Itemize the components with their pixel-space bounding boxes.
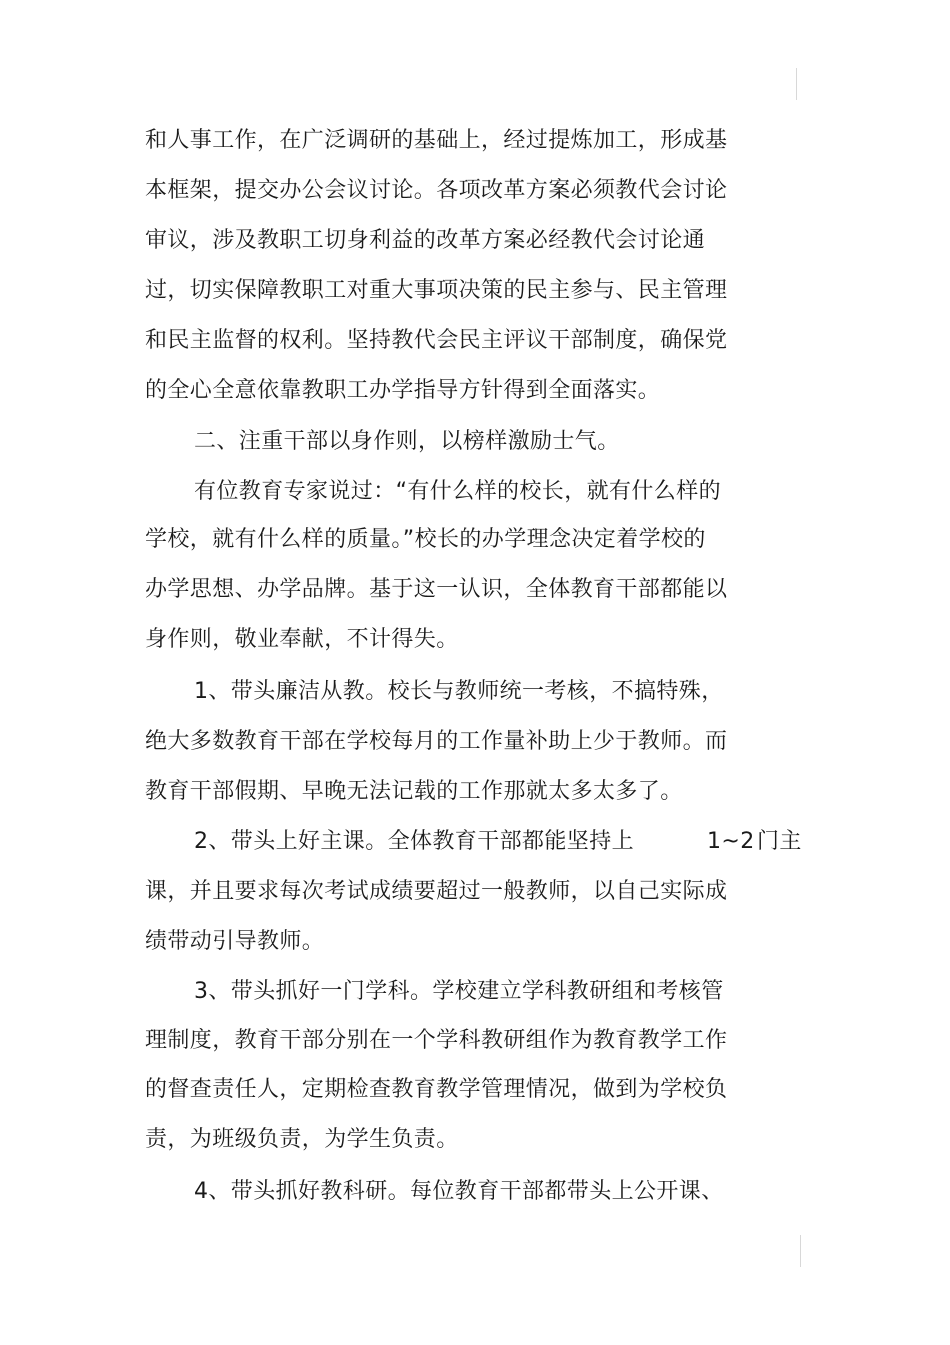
text-line: 身作则，敬业奉献，不计得失。 [145,627,459,652]
text-line: 本框架，提交办公会议讨论。各项改革方案必须教代会讨论 [145,178,728,203]
text-line: 的督查责任人，定期检查教育教学管理情况，做到为学校负 [145,1077,728,1102]
text-line: 过，切实保障教职工对重大事项决策的民主参与、民主管理 [145,278,728,303]
text-line-number: 1~2 [707,829,755,854]
text-line: 和民主监督的权利。坚持教代会民主评议干部制度，确保党 [145,328,728,353]
section-heading: 二、注重干部以身作则，以榜样激励士气。 [194,429,620,454]
text-line-tail: 门主 [757,829,802,854]
text-line: 有位教育专家说过：“有什么样的校长，就有什么样的 [194,479,721,504]
text-line: 和人事工作，在广泛调研的基础上，经过提炼加工，形成基 [145,128,728,153]
text-line: 4、带头抓好教科研。每位教育干部都带头上公开课、 [194,1179,724,1204]
text-line: 责，为班级负责，为学生负责。 [145,1127,459,1152]
text-line: 学校，就有什么样的质量。”校长的办学理念决定着学校的 [145,527,706,552]
bottom-right-edge-mark [800,1235,801,1267]
text-line: 2、带头上好主课。全体教育干部都能坚持上 [194,829,634,854]
text-line: 绝大多数教育干部在学校每月的工作量补助上少于教师。而 [145,729,728,754]
text-line: 教育干部假期、早晚无法记载的工作那就太多太多了。 [145,779,683,804]
text-line: 1、带头廉洁从教。校长与教师统一考核，不搞特殊， [194,679,724,704]
top-right-edge-mark [796,68,797,100]
text-line: 审议，涉及教职工切身利益的改革方案必经教代会讨论通 [145,228,706,253]
text-line: 的全心全意依靠教职工办学指导方针得到全面落实。 [145,378,661,403]
text-line: 办学思想、办学品牌。基于这一认识，全体教育干部都能以 [145,577,728,602]
text-line: 3、带头抓好一门学科。学校建立学科教研组和考核管 [194,979,724,1004]
text-line: 绩带动引导教师。 [145,929,325,954]
text-line: 课，并且要求每次考试成绩要超过一般教师，以自己实际成 [145,879,728,904]
text-line: 理制度，教育干部分别在一个学科教研组作为教育教学工作 [145,1028,728,1053]
